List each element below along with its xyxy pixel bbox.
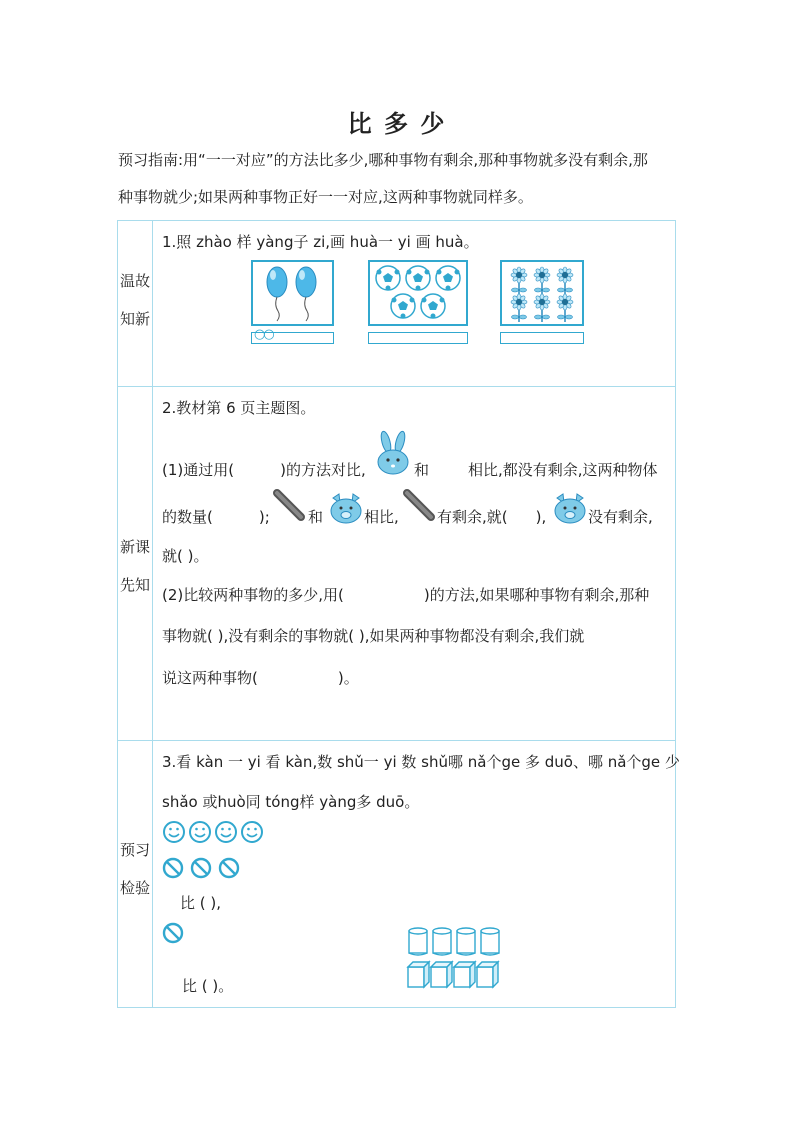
question-3-line-1: 3.看 kàn 一 yi 看 kàn,数 shǔ一 yi 数 shǔ哪 nǎ个ge 多 duō、哪 nǎ个ge 少 [162, 753, 680, 771]
and-label: 和 [308, 508, 324, 526]
question-3-line-2: shǎo 或huò同 tóng样 yàng多 duō。 [162, 793, 420, 811]
compare-label: 相比, [364, 508, 399, 526]
answer-box-balls[interactable] [368, 332, 468, 344]
cube-icon [408, 962, 429, 987]
pig-icon [552, 492, 588, 530]
question-2-line-2: 的数量( ); [162, 508, 270, 526]
smiley-faces-row [162, 820, 272, 848]
question-2-line-2-end: 没有剩余, [588, 508, 653, 526]
cylinder-icon [481, 928, 499, 955]
question-2-line-2-mid: 有剩余,就( ), [437, 508, 547, 526]
question-1-text: 1.照 zhào 样 yàng子 zi,画 huà一 yi 画 huà。 [162, 233, 479, 251]
section-label-preview-check: 预习 检验 [119, 841, 150, 897]
section-label-review: 温故 知新 [119, 272, 150, 328]
cube-icon [477, 962, 498, 987]
flower-icon [534, 294, 550, 322]
guide-line-2: 种事物就少;如果两种事物正好一一对应,这两种事物就同样多。 [118, 188, 533, 206]
table-row-divider [117, 740, 676, 741]
table-row-divider [117, 386, 676, 387]
prohibited-sign-icon [220, 859, 238, 877]
prohibited-signs-row [162, 856, 252, 884]
prohibited-sign-icon [162, 922, 186, 950]
smiley-face-icon [190, 822, 210, 842]
balloon-icon [267, 267, 287, 321]
soccer-ball-icon [436, 266, 460, 291]
soccer-ball-icon [421, 294, 445, 319]
answer-box-flowers[interactable] [500, 332, 584, 344]
cylinders-and-cubes-picture [406, 926, 506, 996]
soccer-ball-icon [406, 266, 430, 291]
rabbit-icon [370, 432, 416, 482]
cylinder-icon [433, 928, 451, 955]
smiley-face-icon [242, 822, 262, 842]
question-2-line-3: 就( )。 [162, 547, 209, 565]
compare-line-2: 比 ( )。 [182, 977, 234, 995]
flower-icon [557, 294, 573, 322]
smiley-face-icon [164, 822, 184, 842]
soccer-ball-icon [391, 294, 415, 319]
question-2-line-6: 说这两种事物( )。 [162, 669, 359, 687]
soccer-ball-icon [376, 266, 400, 291]
cube-icon [454, 962, 475, 987]
question-2-line-1-end: 相比,都没有剩余,这两种物体 [468, 461, 658, 479]
page-title: 比 多 少 [347, 110, 447, 138]
table-column-divider [152, 220, 153, 1008]
question-2-line-1: (1)通过用( )的方法对比, [162, 461, 366, 479]
prohibited-sign-icon [192, 859, 210, 877]
cylinder-icon [457, 928, 475, 955]
soccer-balls-picture [368, 260, 468, 326]
balloon-icon [296, 267, 316, 321]
question-2-line-4: (2)比较两种事物的多少,用( )的方法,如果哪种事物有剩余,那种 [162, 586, 650, 604]
pig-icon [328, 492, 364, 530]
cube-icon [431, 962, 452, 987]
guide-line-1: 预习指南:用“一一对应”的方法比多少,哪种事物有剩余,那种事物就多没有剩余,那 [118, 151, 648, 169]
prohibited-sign-icon [164, 859, 182, 877]
question-2-line-5: 事物就( ),没有剩余的事物就( ),如果两种事物都没有剩余,我们就 [162, 627, 585, 645]
flowers-picture [500, 260, 584, 326]
flower-icon [511, 267, 527, 295]
flower-icon [534, 267, 550, 295]
log-icon [272, 489, 308, 529]
log-icon [402, 489, 438, 529]
question-2-title: 2.教材第 6 页主题图。 [162, 399, 316, 417]
flower-icon [557, 267, 573, 295]
flower-icon [511, 294, 527, 322]
smiley-face-icon [216, 822, 236, 842]
cylinder-icon [409, 928, 427, 955]
section-label-new-lesson: 新课 先知 [119, 538, 150, 594]
compare-line-1: 比 ( ), [180, 894, 222, 912]
and-label: 和 [414, 461, 430, 479]
answer-box-balloons[interactable]: ○○ [251, 332, 334, 344]
balloons-picture [251, 260, 334, 326]
